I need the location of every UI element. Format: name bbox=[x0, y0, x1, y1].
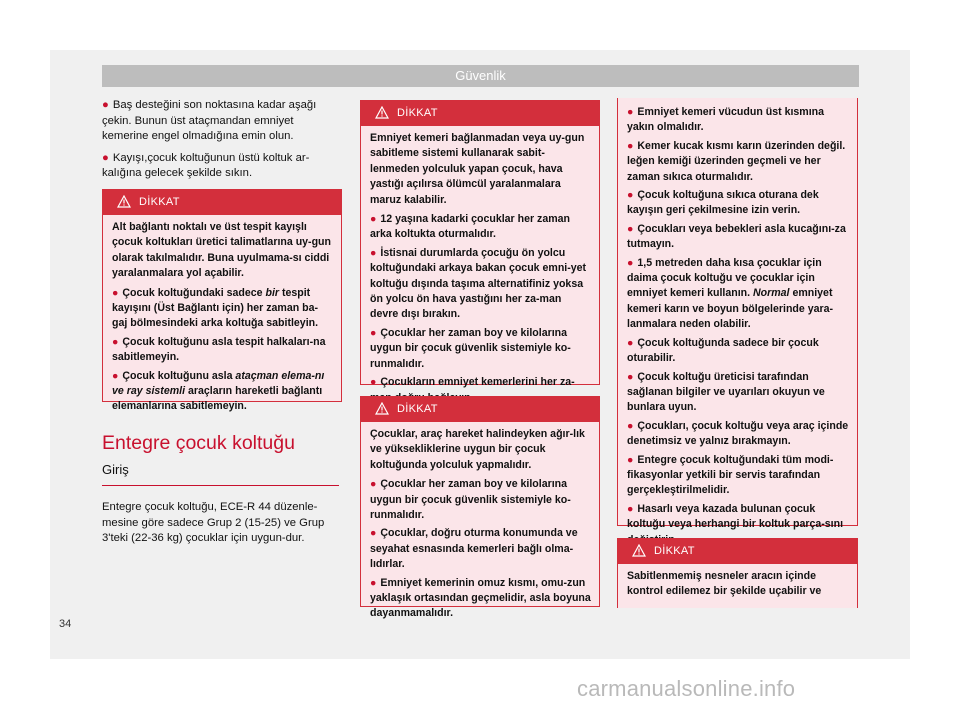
warning-title: DİKKAT bbox=[397, 107, 438, 119]
list-item: ● Çocuklar her zaman boy ve kilolarına uygun bir çocuk güvenlik sistemiyle ko-runmalıdır. bbox=[370, 478, 571, 522]
bullet-icon: ● bbox=[102, 151, 109, 164]
warning-title: DİKKAT bbox=[397, 403, 438, 415]
list-item: ● Çocukları veya bebekleri asla kucağını-za tutmayın. bbox=[627, 222, 846, 251]
list-item: ● Çocuk koltuğu üreticisi tarafından sağlanan bilgiler ve uyarıları okuyun ve bunlara uyun. bbox=[627, 370, 825, 414]
bullet-icon: ● bbox=[370, 376, 377, 389]
list-item: ● Çocuklar, doğru oturma konumunda ve seyahat esnasında kemerleri bağlı olma-lıdırlar. bbox=[370, 527, 578, 571]
warning-text: Sabitlenmemiş nesneler aracın içinde kontrol edilemez bir şekilde uçabilir ve bbox=[627, 570, 822, 598]
list-item: ● Emniyet kemeri vücudun üst kısmına yakın olmalıdır. bbox=[627, 106, 825, 134]
bullet-icon: ● bbox=[370, 213, 377, 226]
subsection-title: Giriş bbox=[102, 462, 339, 486]
page-number: 34 bbox=[59, 618, 72, 630]
list-item: ● Çocukları, çocuk koltuğu veya araç içinde denetimsiz ve yalnız bırakmayın. bbox=[627, 419, 849, 448]
bullet-icon: ● bbox=[370, 576, 377, 589]
section-title: Entegre çocuk koltuğu bbox=[102, 432, 295, 454]
warning-box bbox=[360, 396, 600, 620]
bullet-icon: ● bbox=[112, 335, 119, 348]
watermark: carmanualsonline.info bbox=[577, 676, 796, 701]
warning-header bbox=[361, 101, 599, 126]
bullet-icon: ● bbox=[627, 106, 634, 118]
bullet-icon: ● bbox=[627, 419, 634, 432]
warning-title: DİKKAT bbox=[139, 196, 180, 208]
bullet-icon: ● bbox=[627, 370, 634, 383]
warning-text: Alt bağlantı noktalı ve üst tespit kayışlı çocuk koltukları üretici talimatlarına uy-gun olarak takılmalıdır. Buna uyulmama-sı ciddi yaralanmalara yol açabilir. bbox=[112, 221, 331, 280]
warning-text: Çocuklar, araç hareket halindeyken ağır-lık ve yüksekliklerine uygun bir çocuk koltuğunda yolculuk yapmalıdır. bbox=[370, 428, 585, 471]
list-item: ● Kemer kucak kısmı karın üzerinden değil. leğen kemiği üzerinden geçmeli ve her zaman sıkıca oturmalıdır. bbox=[627, 139, 846, 183]
bullet-icon: ● bbox=[112, 286, 119, 299]
warning-header bbox=[103, 190, 341, 215]
bullet-icon: ● bbox=[627, 502, 634, 515]
warning-header bbox=[361, 397, 599, 422]
bullet-icon: ● bbox=[627, 256, 634, 269]
warning-header bbox=[618, 539, 857, 564]
bullet-icon: ● bbox=[627, 189, 634, 202]
bullet-icon: ● bbox=[627, 139, 634, 152]
bullet-icon: ● bbox=[102, 99, 109, 111]
list-item: ● Çocuk koltuğunda sadece bir çocuk oturabilir. bbox=[627, 336, 819, 365]
warning-triangle-icon bbox=[117, 195, 131, 208]
bullet-icon: ● bbox=[370, 478, 377, 491]
bullet-icon: ● bbox=[370, 326, 377, 339]
warning-box bbox=[102, 189, 342, 413]
bullet-icon: ● bbox=[627, 336, 634, 349]
list-item: ● Entegre çocuk koltuğundaki tüm modi-fikasyonlar yetkili bir servis tarafından gerçekleştirilmelidir. bbox=[627, 453, 834, 497]
list-item: ● İstisnai durumlarda çocuğu ön yolcu koltuğundaki arkaya bakan çocuk emni-yet koltuğu dışında taşıma alternatifiniz yoksa ön yolcu ön hava yastığını her za-man devre dışı bırakın. bbox=[370, 246, 587, 321]
bullet-icon: ● bbox=[627, 222, 634, 235]
bullet-icon: ● bbox=[370, 246, 377, 259]
warning-title: DİKKAT bbox=[654, 545, 695, 557]
list-item: ● Emniyet kemerinin omuz kısmı, omu-zun yaklaşık ortasından geçmelidir, asla boyuna dayanmamalıdır. bbox=[370, 576, 591, 620]
list-item: ● 12 yaşına kadarki çocuklar her zaman arka koltukta oturmalıdır. bbox=[370, 213, 571, 241]
bullet-icon: ● bbox=[112, 369, 119, 382]
list-item: ● 1,5 metreden daha kısa çocuklar için daima çocuk koltuğu ve çocuklar için emniyet kemeri kullanın. Normal emniyet kemeri karın ve boyun bölgelerinde yara-lanmalara neden olabilir. bbox=[627, 256, 834, 331]
warning-box-continued bbox=[617, 98, 858, 531]
list-item: ● Çocuk koltuğundaki sadece bir tespit kayışını (Üst Bağlantı için) her zaman ba-gaj bölmesindeki arka koltuğa sabitleyin. bbox=[112, 286, 319, 330]
list-item: ● Hasarlı veya kazada bulunan çocuk koltuğu veya herhangi bir koltuk parça-sını bbox=[627, 502, 844, 531]
list-item: ● Çocuk koltuğunu asla ataçman elema-nı ve ray sistemli araçların hareketli bağlantı elemanlarına sabitlemeyin. bbox=[112, 369, 325, 413]
list-item: ● Baş desteğini son noktasına kadar aşağı çekin. Bunun üst ataçmandan emniyet kemerine engel olmadığına emin olun. bbox=[102, 99, 317, 143]
warning-text: Emniyet kemeri bağlanmadan veya uy-gun sabitleme sistemi kullanarak sabit-lenmeden yolculuk yapan çocuk, hava yastığı açılırsa ölümcül yaralanmalara maruz kalabilir. bbox=[370, 132, 585, 206]
list-item: ● Kayışı,çocuk koltuğunun üstü koltuk ar-kalığına gelecek şekilde sıkın. bbox=[102, 151, 310, 180]
warning-box bbox=[617, 538, 858, 608]
bullet-icon: ● bbox=[370, 527, 377, 540]
list-item: ● Çocuk koltuğunu asla tespit halkaları-na sabitlemeyin. bbox=[112, 335, 326, 364]
list-item: ● Çocuklar her zaman boy ve kilolarına uygun bir çocuk güvenlik sistemiyle ko-runmalıdır. bbox=[370, 326, 571, 370]
bullet-icon: ● bbox=[627, 453, 634, 466]
intro-paragraph: Entegre çocuk koltuğu, ECE-R 44 düzenle-mesine göre sadece Grup 2 (15-25) ve Grup 3'teki (22-36 kg) çocuklar için uygun-dur. bbox=[102, 501, 325, 545]
list-item: ● Çocuk koltuğuna sıkıca oturana dek kayışın geri çekilmesine izin verin. bbox=[627, 189, 819, 217]
warning-triangle-icon bbox=[375, 402, 389, 415]
page-header: Güvenlik bbox=[102, 65, 859, 87]
warning-triangle-icon bbox=[375, 106, 389, 119]
warning-triangle-icon bbox=[632, 544, 646, 557]
list-item: ● Çocukların emniyet kemerlerini her za- bbox=[370, 376, 575, 389]
warning-box bbox=[360, 100, 600, 389]
column-1 bbox=[102, 98, 342, 188]
